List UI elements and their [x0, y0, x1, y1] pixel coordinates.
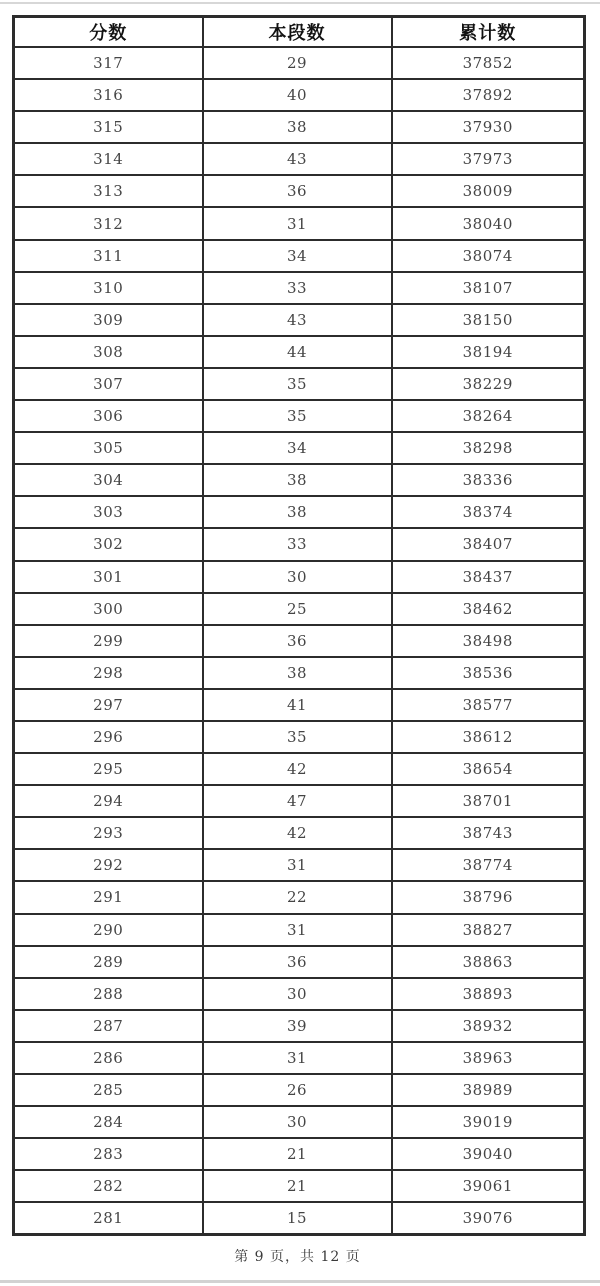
band-count-cell: 35 [203, 400, 392, 432]
band-count-cell: 30 [203, 561, 392, 593]
score-cell: 302 [14, 528, 203, 560]
cumulative-count-cell: 38437 [392, 561, 585, 593]
band-count-cell: 36 [203, 175, 392, 207]
table-row [14, 1170, 585, 1202]
cumulative-count-cell: 38194 [392, 336, 585, 368]
band-count-cell: 30 [203, 978, 392, 1010]
cumulative-count-cell: 39061 [392, 1170, 585, 1202]
score-cell: 303 [14, 496, 203, 528]
cumulative-count-cell: 38536 [392, 657, 585, 689]
band-count-cell: 34 [203, 432, 392, 464]
score-cell: 308 [14, 336, 203, 368]
table-row [14, 1074, 585, 1106]
table-row [14, 304, 585, 336]
band-count-cell: 34 [203, 240, 392, 272]
header-row [14, 17, 585, 48]
table-row [14, 175, 585, 207]
cumulative-count-cell: 38989 [392, 1074, 585, 1106]
table-row [14, 753, 585, 785]
cumulative-count-cell: 38774 [392, 849, 585, 881]
cumulative-count-cell: 39019 [392, 1106, 585, 1138]
score-cell: 310 [14, 272, 203, 304]
cumulative-count-cell: 38462 [392, 593, 585, 625]
band-count-cell: 26 [203, 1074, 392, 1106]
cumulative-count-cell: 38040 [392, 207, 585, 239]
cumulative-count-cell: 38654 [392, 753, 585, 785]
score-cell: 309 [14, 304, 203, 336]
score-cell: 288 [14, 978, 203, 1010]
table-row [14, 1042, 585, 1074]
cumulative-count-cell: 38150 [392, 304, 585, 336]
band-count-cell: 29 [203, 47, 392, 79]
score-cell: 295 [14, 753, 203, 785]
score-cell: 300 [14, 593, 203, 625]
table-row [14, 817, 585, 849]
table-row [14, 946, 585, 978]
table-row [14, 400, 585, 432]
cumulative-count-cell: 38107 [392, 272, 585, 304]
cumulative-count-cell: 38229 [392, 368, 585, 400]
band-count-cell: 35 [203, 368, 392, 400]
cumulative-count-cell: 38932 [392, 1010, 585, 1042]
table-row [14, 336, 585, 368]
band-count-cell: 36 [203, 946, 392, 978]
score-cell: 289 [14, 946, 203, 978]
band-count-cell: 33 [203, 528, 392, 560]
page-bottom-edge-line [0, 1280, 600, 1283]
band-count-cell: 39 [203, 1010, 392, 1042]
cumulative-count-cell: 38336 [392, 464, 585, 496]
band-count-cell: 35 [203, 721, 392, 753]
score-cell: 293 [14, 817, 203, 849]
cumulative-count-cell: 38893 [392, 978, 585, 1010]
cumulative-count-cell: 37973 [392, 143, 585, 175]
band-count-cell: 38 [203, 496, 392, 528]
cumulative-count-cell: 38743 [392, 817, 585, 849]
table-row [14, 79, 585, 111]
table-header [14, 17, 585, 48]
cumulative-count-cell: 38009 [392, 175, 585, 207]
score-cell: 283 [14, 1138, 203, 1170]
table-row [14, 561, 585, 593]
band-count-cell: 22 [203, 881, 392, 913]
cumulative-count-cell: 38863 [392, 946, 585, 978]
score-cell: 285 [14, 1074, 203, 1106]
band-count-cell: 40 [203, 79, 392, 111]
table-row [14, 1138, 585, 1170]
score-cell: 306 [14, 400, 203, 432]
cumulative-count-cell: 39040 [392, 1138, 585, 1170]
band-count-cell: 43 [203, 143, 392, 175]
table-row [14, 689, 585, 721]
score-cell: 296 [14, 721, 203, 753]
table-row [14, 721, 585, 753]
table-row [14, 1202, 585, 1235]
table-row [14, 368, 585, 400]
score-cell: 291 [14, 881, 203, 913]
band-count-cell: 31 [203, 914, 392, 946]
band-count-cell: 33 [203, 272, 392, 304]
table-row [14, 207, 585, 239]
band-count-cell: 38 [203, 464, 392, 496]
table-row [14, 143, 585, 175]
band-count-cell: 41 [203, 689, 392, 721]
column-header-cumulative-count: 累计数 [392, 17, 585, 48]
column-header-band-count: 本段数 [203, 17, 392, 48]
band-count-cell: 15 [203, 1202, 392, 1235]
cumulative-count-cell: 38701 [392, 785, 585, 817]
table-row [14, 593, 585, 625]
band-count-cell: 21 [203, 1170, 392, 1202]
table-row [14, 528, 585, 560]
table-row [14, 432, 585, 464]
score-cell: 315 [14, 111, 203, 143]
score-cell: 292 [14, 849, 203, 881]
table-row [14, 849, 585, 881]
score-cell: 317 [14, 47, 203, 79]
table-row [14, 785, 585, 817]
table-row [14, 496, 585, 528]
band-count-cell: 42 [203, 817, 392, 849]
band-count-cell: 44 [203, 336, 392, 368]
band-count-cell: 31 [203, 1042, 392, 1074]
cumulative-count-cell: 38074 [392, 240, 585, 272]
score-cell: 313 [14, 175, 203, 207]
band-count-cell: 31 [203, 849, 392, 881]
score-cell: 298 [14, 657, 203, 689]
score-cell: 299 [14, 625, 203, 657]
score-cell: 301 [14, 561, 203, 593]
score-cell: 287 [14, 1010, 203, 1042]
score-distribution-table [12, 15, 586, 1236]
cumulative-count-cell: 37892 [392, 79, 585, 111]
score-cell: 286 [14, 1042, 203, 1074]
column-header-score: 分数 [14, 17, 203, 48]
band-count-cell: 36 [203, 625, 392, 657]
band-count-cell: 42 [203, 753, 392, 785]
page-number-footer: 第 9 页，共 12 页 [234, 1249, 361, 1265]
cumulative-count-cell: 37930 [392, 111, 585, 143]
band-count-cell: 38 [203, 111, 392, 143]
cumulative-count-cell: 38498 [392, 625, 585, 657]
cumulative-count-cell: 38407 [392, 528, 585, 560]
score-cell: 290 [14, 914, 203, 946]
score-cell: 316 [14, 79, 203, 111]
table-row [14, 464, 585, 496]
cumulative-count-cell: 38577 [392, 689, 585, 721]
score-cell: 294 [14, 785, 203, 817]
table-row [14, 272, 585, 304]
band-count-cell: 30 [203, 1106, 392, 1138]
table-row [14, 47, 585, 79]
band-count-cell: 21 [203, 1138, 392, 1170]
table-row [14, 657, 585, 689]
table-row [14, 1010, 585, 1042]
table-body [14, 47, 585, 1235]
cumulative-count-cell: 37852 [392, 47, 585, 79]
band-count-cell: 31 [203, 207, 392, 239]
score-cell: 314 [14, 143, 203, 175]
score-cell: 304 [14, 464, 203, 496]
cumulative-count-cell: 38612 [392, 721, 585, 753]
score-cell: 305 [14, 432, 203, 464]
table-row [14, 978, 585, 1010]
cumulative-count-cell: 38796 [392, 881, 585, 913]
band-count-cell: 25 [203, 593, 392, 625]
cumulative-count-cell: 38963 [392, 1042, 585, 1074]
score-cell: 284 [14, 1106, 203, 1138]
band-count-cell: 38 [203, 657, 392, 689]
cumulative-count-cell: 39076 [392, 1202, 585, 1235]
score-cell: 312 [14, 207, 203, 239]
score-cell: 281 [14, 1202, 203, 1235]
table-row [14, 1106, 585, 1138]
table-row [14, 240, 585, 272]
score-cell: 307 [14, 368, 203, 400]
cumulative-count-cell: 38298 [392, 432, 585, 464]
score-cell: 311 [14, 240, 203, 272]
page-top-edge-line [0, 2, 600, 4]
band-count-cell: 43 [203, 304, 392, 336]
table-row [14, 111, 585, 143]
cumulative-count-cell: 38264 [392, 400, 585, 432]
cumulative-count-cell: 38827 [392, 914, 585, 946]
cumulative-count-cell: 38374 [392, 496, 585, 528]
table-row [14, 914, 585, 946]
table-row [14, 881, 585, 913]
band-count-cell: 47 [203, 785, 392, 817]
score-cell: 297 [14, 689, 203, 721]
table-row [14, 625, 585, 657]
score-cell: 282 [14, 1170, 203, 1202]
